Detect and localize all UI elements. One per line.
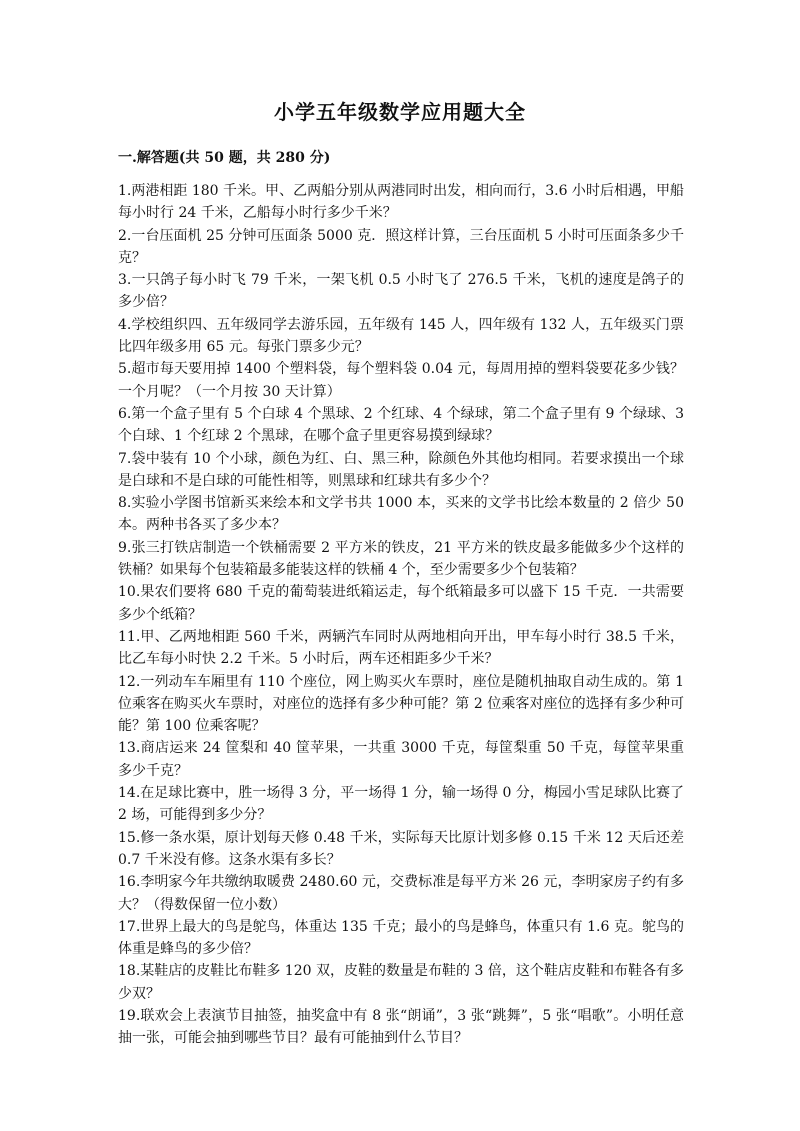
question-item: 18.某鞋店的皮鞋比布鞋多 120 双，皮鞋的数量是布鞋的 3 倍，这个鞋店皮鞋和布鞋各有多少双？ — [118, 963, 684, 1002]
question-item: 7.袋中装有 10 个小球，颜色为红、白、黑三种，除颜色外其他均相同。若要求摸出一个球是白球和不是白球的可能性相等，则黑球和红球共有多少个？ — [118, 450, 684, 489]
question-item: 6.第一个盒子里有 5 个白球 4 个黑球、2 个红球、4 个绿球，第二个盒子里有 9 个绿球、3 个白球、1 个红球 2 个黑球，在哪个盒子里更容易摸到绿球？ — [118, 405, 684, 445]
question-item: 16.李明家今年共缴纳取暖费 2480.60 元，交费标准是每平方米 26 元，李明家房子约有多大？（得数保留一位小数） — [118, 874, 684, 913]
question-item: 17.世界上最大的鸟是鸵鸟，体重达 135 千克；最小的鸟是蜂鸟，体重只有 1.6 克。鸵鸟的体重是蜂鸟的多少倍？ — [118, 918, 684, 958]
question-item: 11.甲、乙两地相距 560 千米，两辆汽车同时从两地相向开出，甲车每小时行 38.5 千米，比乙车每小时快 2.2 千米。5 小时后，两车还相距多少千米？ — [118, 628, 684, 668]
question-item: 4.学校组织四、五年级同学去游乐园，五年级有 145 人，四年级有 132 人，五年级买门票比四年级多用 65 元。每张门票多少元？ — [118, 316, 684, 356]
question-item: 15.修一条水渠，原计划每天修 0.48 千米，实际每天比原计划多修 0.15 千米 12 天后还差 0.7 千米没有修。这条水渠有多长？ — [118, 829, 684, 868]
question-list — [118, 180, 684, 1050]
question-item: 9.张三打铁店制造一个铁桶需要 2 平方米的铁皮，21 平方米的铁皮最多能做多少个这样的铁桶？如果每个包装箱最多能装这样的铁桶 4 个，至少需要多少个包装箱？ — [118, 539, 684, 579]
question-item: 13.商店运来 24 筐梨和 40 筐苹果，一共重 3000 千克，每筐梨重 50 千克，每筐苹果重多少千克？ — [118, 740, 684, 779]
question-item: 1.两港相距 180 千米。甲、乙两船分别从两港同时出发，相向而行，3.6 小时后相遇，甲船每小时行 24 千米，乙船每小时行多少千米？ — [118, 183, 684, 222]
page-title: 小学五年级数学应用题大全 — [274, 100, 526, 124]
question-item: 12.一列动车车厢里有 110 个座位，网上购买火车票时，座位是随机抽取自动生成的。第 1 位乘客在购买火车票时，对座位的选择有多少种可能？第 2 位乘客对座位的选择有多少种可能？第 100 位乘客呢？ — [118, 673, 684, 735]
question-item: 10.果农们要将 680 千克的葡萄装进纸箱运走，每个纸箱最多可以盛下 15 千克．一共需要多少个纸箱？ — [118, 584, 684, 623]
question-item: 14.在足球比赛中，胜一场得 3 分，平一场得 1 分，输一场得 0 分，梅园小雪足球队比赛了 2 场，可能得到多少分？ — [118, 785, 684, 824]
question-item: 5.超市每天要用掉 1400 个塑料袋，每个塑料袋 0.04 元，每周用掉的塑料袋要花多少钱？一个月呢？（一个月按 30 天计算） — [118, 361, 684, 400]
question-item: 8.实验小学图书馆新买来绘本和文学书共 1000 本，买来的文学书比绘本数量的 2 倍少 50 本。两种书各买了多少本？ — [118, 495, 684, 534]
question-item: 2.一台压面机 25 分钟可压面条 5000 克．照这样计算，三台压面机 5 小时可压面条多少千克？ — [118, 227, 684, 266]
question-item: 3.一只鸽子每小时飞 79 千米，一架飞机 0.5 小时飞了 276.5 千米，飞机的速度是鸽子的多少倍？ — [118, 272, 684, 311]
section-heading: 一.解答题(共 50 题，共 280 分) — [118, 150, 331, 166]
question-item: 19.联欢会上表演节目抽签，抽奖盒中有 8 张“朗诵”，3 张“跳舞”，5 张“唱歌”。小明任意抽一张，可能会抽到哪些节目？最有可能抽到什么节目？ — [118, 1007, 684, 1047]
